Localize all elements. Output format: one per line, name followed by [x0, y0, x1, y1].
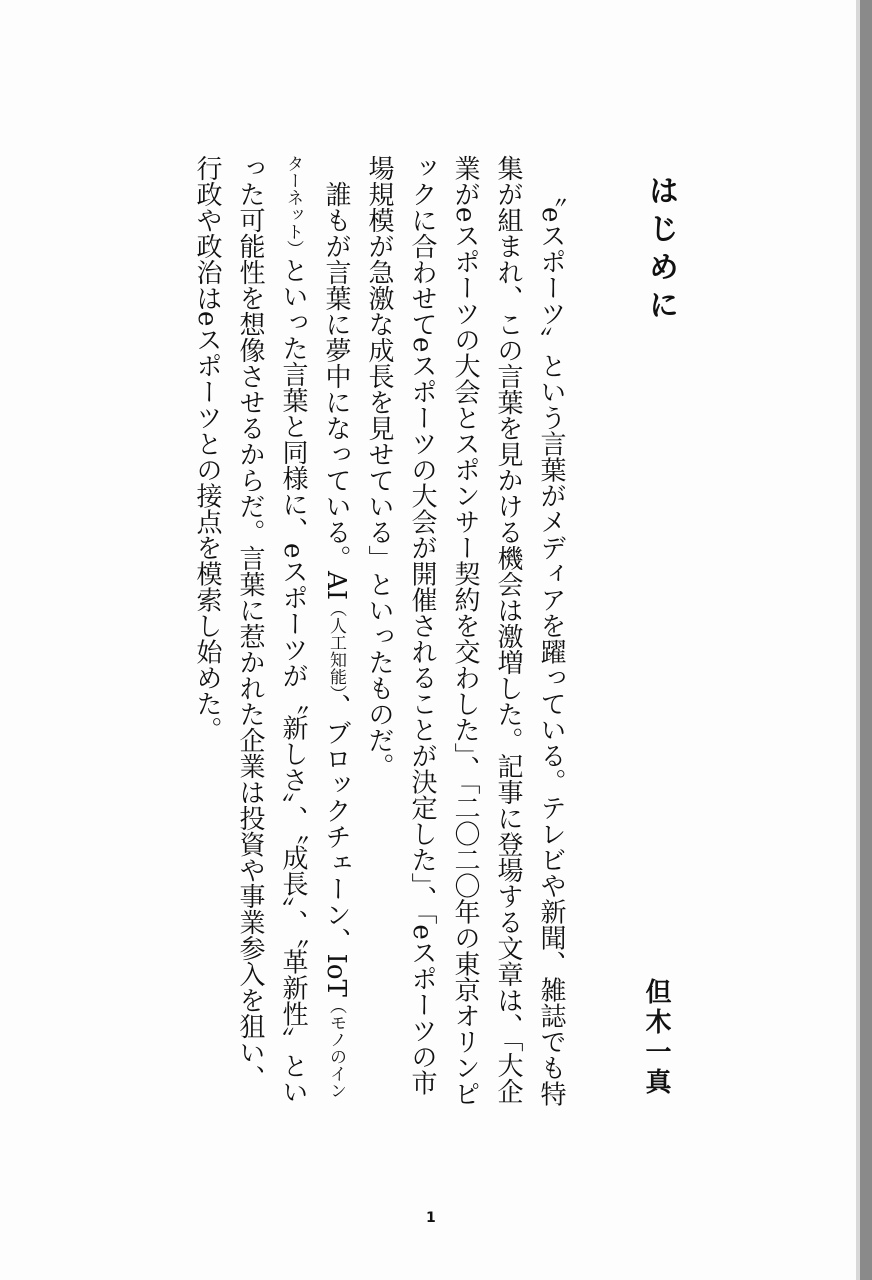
iot-annotation: （モノのインターネット） — [283, 155, 346, 1099]
page-edge-strip — [860, 0, 872, 1280]
paragraph-2-part-2: 、ブロックチェーン、IoT — [321, 693, 351, 997]
paragraph-2-part-3: といった言葉と同様に、eスポーツが〝新しさ〟、〝成長〟、〝革新性〟といった可能性を想像させるからだ。言葉に惹かれた企業は投資や事業参入を狙い、行政や政治はeスポーツとの接点を模索し始めた。 — [192, 155, 308, 1105]
paragraph-2 — [185, 155, 357, 1115]
ai-annotation: （人工知能） — [326, 600, 346, 694]
chapter-title: はじめに — [643, 175, 678, 327]
paragraph-2-part-1: 誰もが言葉に夢中になっている。AI — [321, 181, 351, 601]
body-text — [185, 155, 572, 1115]
author-name: 但木一真 — [641, 978, 671, 1098]
paragraph-1: 〝eスポーツ〟という言葉がメディアを躍っている。テレビや新聞、雑誌でも特集が組まれ、この言葉を見かける機会は激増した。記事に登場する文章は、「大企業がeスポーツの大会とスポンサー契約を交わした」、「二〇二〇年の東京オリンピックに合わせてeスポーツの大会が開催されることが決定した」、「eスポーツの市場規模が急激な成長を見せている」といったものだ。 — [364, 155, 566, 1107]
page-number: 1 — [426, 1210, 436, 1226]
